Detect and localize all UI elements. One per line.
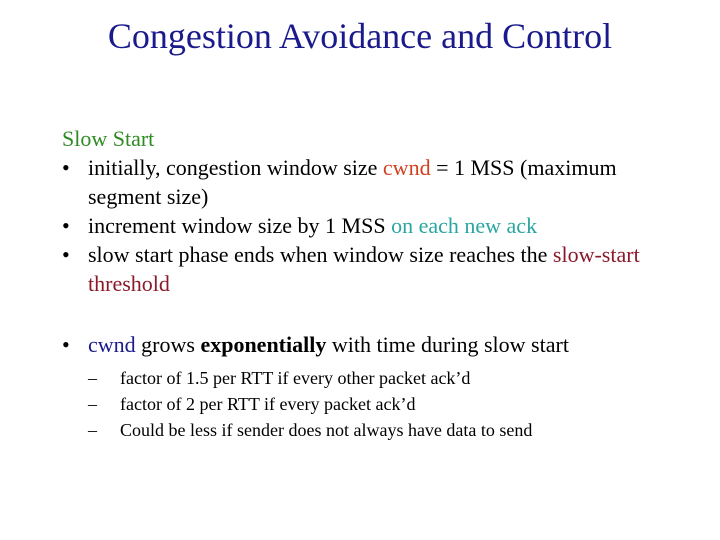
- bullet-marker: •: [62, 213, 70, 238]
- section-heading: Slow Start: [62, 126, 155, 151]
- ack-phrase: on each new ack: [391, 213, 538, 238]
- spacer: [62, 298, 662, 330]
- bullet-text-end: = 1 MSS (maximum segment size): [88, 155, 617, 209]
- slide-title: Congestion Avoidance and Control: [107, 16, 613, 56]
- dash-marker: –: [88, 394, 97, 414]
- growth-text: grows: [135, 332, 201, 357]
- sub-item-factor-2: [62, 391, 662, 417]
- slide-content: [62, 124, 662, 443]
- cwnd-term: cwnd: [382, 155, 431, 180]
- bullet-increment: [62, 211, 662, 240]
- cwnd-term: cwnd: [88, 332, 136, 357]
- sub-item-text: Could be less if sender does not always have data to send: [120, 420, 533, 440]
- sub-item-less: [62, 417, 662, 443]
- threshold-term: slow-start threshold: [88, 242, 640, 296]
- bullet-text: slow start phase ends when window size reaches the: [88, 242, 553, 267]
- bullet-text: initially, congestion window size: [88, 155, 383, 180]
- bullet-marker: •: [62, 332, 70, 357]
- sub-list: [62, 365, 662, 443]
- bullet-phase-end: [62, 240, 662, 298]
- bullet-exponential-growth: [62, 330, 662, 359]
- bullet-text: increment window size by 1 MSS: [88, 213, 392, 238]
- bullet-marker: •: [62, 155, 70, 180]
- dash-marker: –: [88, 420, 97, 440]
- sub-item-text: factor of 2 per RTT if every packet ack’d: [120, 394, 416, 414]
- sub-item-factor-1-5: [62, 365, 662, 391]
- bullet-marker: •: [62, 242, 70, 267]
- growth-text-end: with time during slow start: [326, 332, 569, 357]
- sub-item-text: factor of 1.5 per RTT if every other packet ack’d: [120, 368, 471, 388]
- bullet-initial-cwnd: [62, 153, 662, 211]
- dash-marker: –: [88, 368, 97, 388]
- exponentially-bold: exponentially: [200, 332, 327, 357]
